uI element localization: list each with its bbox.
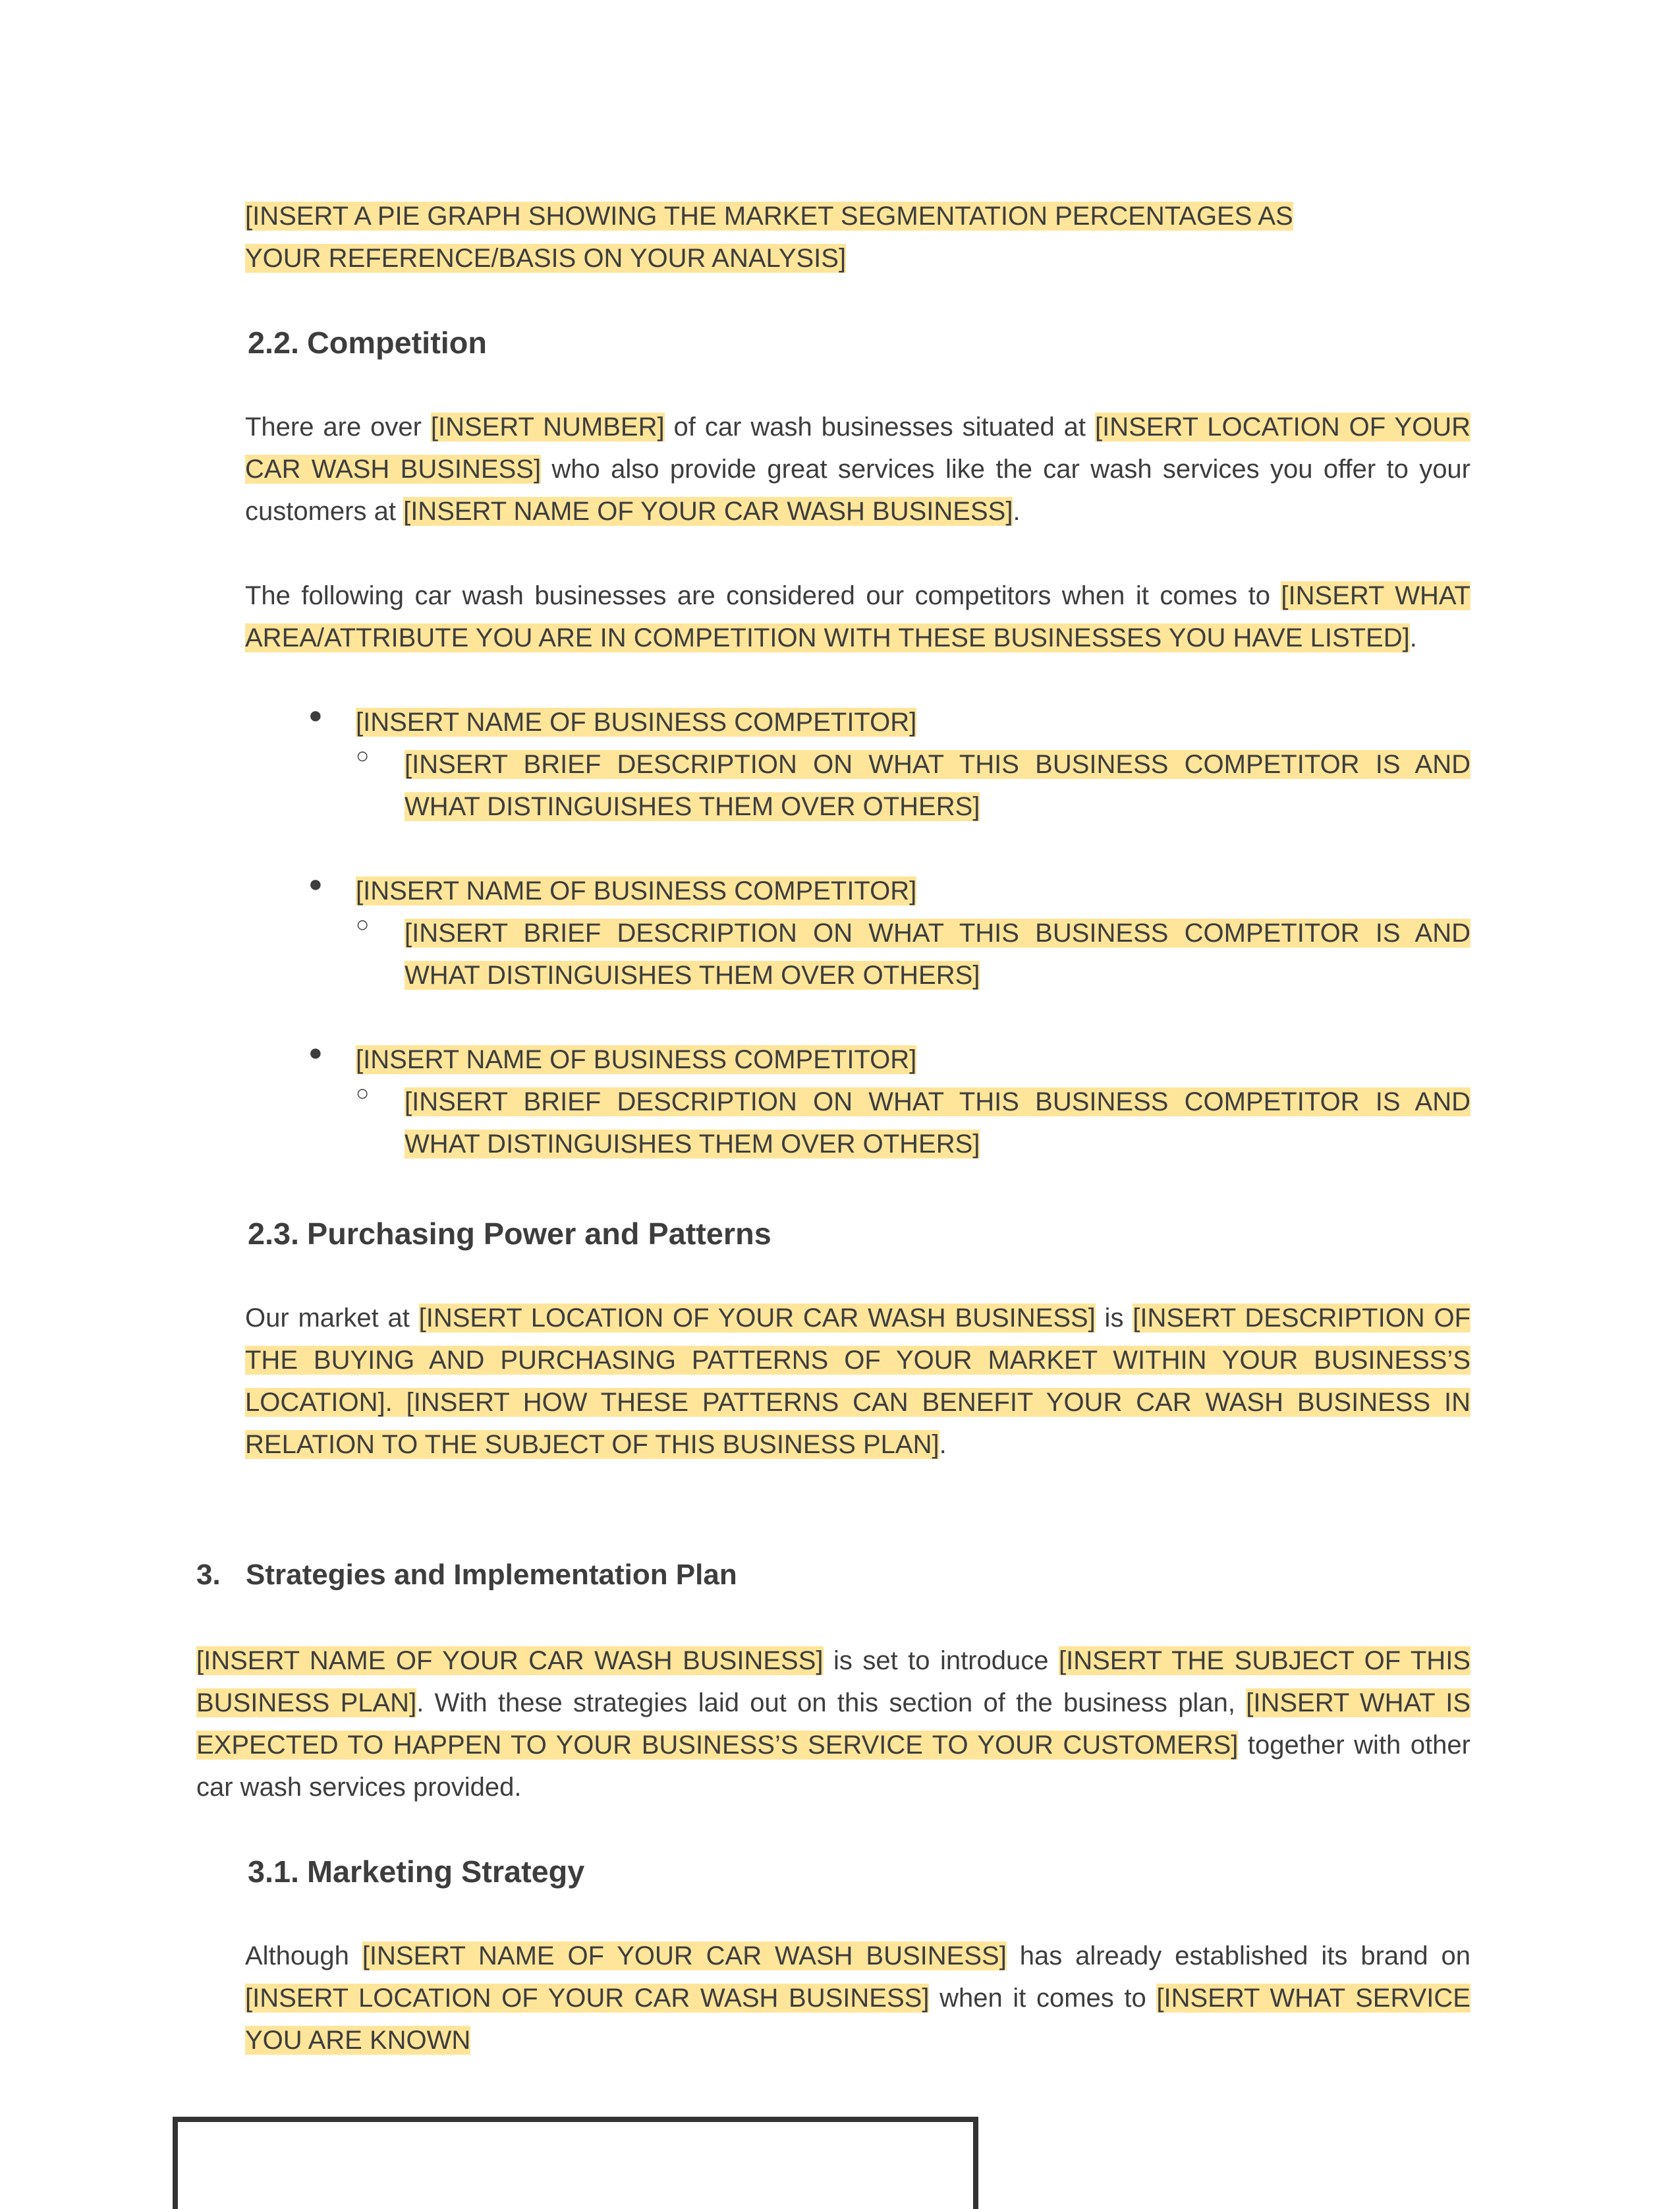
competitor-description [405,743,1470,828]
body-text: together with other car wash services provided. [196,1731,1470,1802]
section-title: Competition [307,326,487,360]
section-heading-purchasing-power [248,1213,771,1255]
placeholder-highlight: [INSERT NUMBER] [430,413,665,442]
competition-paragraph-2 [245,575,1470,659]
competitor-name [356,701,916,743]
placeholder-highlight: [INSERT WHAT IS EXPECTED TO HAPPEN TO YOUR BUSINESS’S SERVICE TO YOUR CUSTOMERS] [196,1688,1470,1760]
bullet-icon: ● [308,701,323,728]
sub-bullet-icon: ○ [356,743,370,768]
placeholder-highlight: [INSERT LOCATION OF YOUR CAR WASH BUSINESS] [245,413,1470,484]
placeholder-highlight: [INSERT BRIEF DESCRIPTION ON WHAT THIS BUSINESS COMPETITOR IS AND WHAT DISTINGUISHES THEM OVER OTHERS] [405,919,1470,990]
placeholder-highlight: [INSERT NAME OF YOUR CAR WASH BUSINESS] [403,497,1013,526]
body-text: Our market at [245,1304,419,1333]
body-text: has already established its brand on [1006,1941,1471,1970]
body-text: . With these strategies laid out on this section of the business plan, [416,1688,1246,1717]
section-heading-strategies [196,1554,737,1596]
body-text: . [939,1430,947,1459]
section-number: 3. [196,1559,221,1591]
placeholder-highlight: [INSERT WHAT AREA/ATTRIBUTE YOU ARE IN COMPETITION WITH THESE BUSINESSES YOU HAVE LISTED] [245,581,1470,652]
placeholder-highlight: [INSERT NAME OF YOUR CAR WASH BUSINESS] [362,1941,1007,1970]
bullet-icon: ● [308,870,323,897]
placeholder-highlight: [INSERT NAME OF YOUR CAR WASH BUSINESS] [196,1646,824,1675]
placeholder-highlight: [INSERT WHAT SERVICE YOU ARE KNOWN [245,1984,1470,2055]
placeholder-highlight: [INSERT NAME OF BUSINESS COMPETITOR] [356,876,917,905]
body-text: There are over [245,413,431,442]
placeholder-highlight: [INSERT BRIEF DESCRIPTION ON WHAT THIS BUSINESS COMPETITOR IS AND WHAT DISTINGUISHES THEM OVER OTHERS] [405,1087,1470,1159]
competitor-name [356,1039,916,1081]
section-heading-marketing-strategy [248,1850,584,1893]
body-text: who also provide great services like the car wash services you offer to your customers at [245,455,1470,526]
competitor-description [405,1081,1470,1165]
body-text: when it comes to [929,1984,1157,2013]
placeholder-highlight: [INSERT NAME OF BUSINESS COMPETITOR] [356,1045,917,1074]
competitor-description [405,912,1470,996]
placeholder-highlight: [INSERT A PIE GRAPH SHOWING THE MARKET SEGMENTATION PERCENTAGES AS YOUR REFERENCE/BASIS ON YOUR ANALYSIS] [245,202,1293,273]
placeholder-highlight: [INSERT BRIEF DESCRIPTION ON WHAT THIS BUSINESS COMPETITOR IS AND WHAT DISTINGUISHES THEM OVER OTHERS] [405,750,1470,821]
body-text: . [1013,497,1021,526]
competitor-name [356,870,916,912]
body-text: is set to introduce [823,1646,1059,1675]
placeholder-highlight: [INSERT NAME OF BUSINESS COMPETITOR] [356,708,917,737]
placeholder-highlight: [INSERT LOCATION OF YOUR CAR WASH BUSINESS] [245,1984,930,2013]
section-number: 2.2. [248,326,300,360]
marketing-paragraph [245,1935,1470,2061]
competition-paragraph-1 [245,406,1470,532]
pie-graph-placeholder [245,195,1352,279]
section-title: Strategies and Implementation Plan [246,1559,737,1591]
body-text: of car wash businesses situated at [664,413,1095,442]
sub-bullet-icon: ○ [356,912,370,937]
section-heading-competition [248,322,487,364]
section-title: Purchasing Power and Patterns [307,1217,771,1251]
placeholder-highlight: [INSERT THE SUBJECT OF THIS BUSINESS PLAN] [196,1646,1470,1717]
body-text: is [1095,1304,1133,1333]
body-text: The following car wash businesses are considered our competitors when it comes to [245,581,1281,610]
strategies-paragraph [196,1640,1470,1808]
content-box [173,2117,978,2209]
bullet-icon: ● [308,1039,323,1066]
section-title: Marketing Strategy [307,1854,585,1889]
body-text: Although [245,1941,362,1970]
purchasing-paragraph [245,1297,1470,1466]
sub-bullet-icon: ○ [356,1081,370,1106]
section-number: 3.1. [248,1854,300,1889]
section-number: 2.3. [248,1217,300,1251]
placeholder-highlight: [INSERT LOCATION OF YOUR CAR WASH BUSINESS] [418,1304,1096,1333]
body-text: . [1409,623,1417,652]
placeholder-highlight: [INSERT DESCRIPTION OF THE BUYING AND PURCHASING PATTERNS OF YOUR MARKET WITHIN YOUR BUSINESS’S LOCATION]. [INSERT HOW THESE PATTERNS CAN BENEFIT YOUR CAR WASH BUSINESS IN RELATION TO THE SUBJECT OF THIS BUSINESS PLAN] [245,1304,1471,1459]
